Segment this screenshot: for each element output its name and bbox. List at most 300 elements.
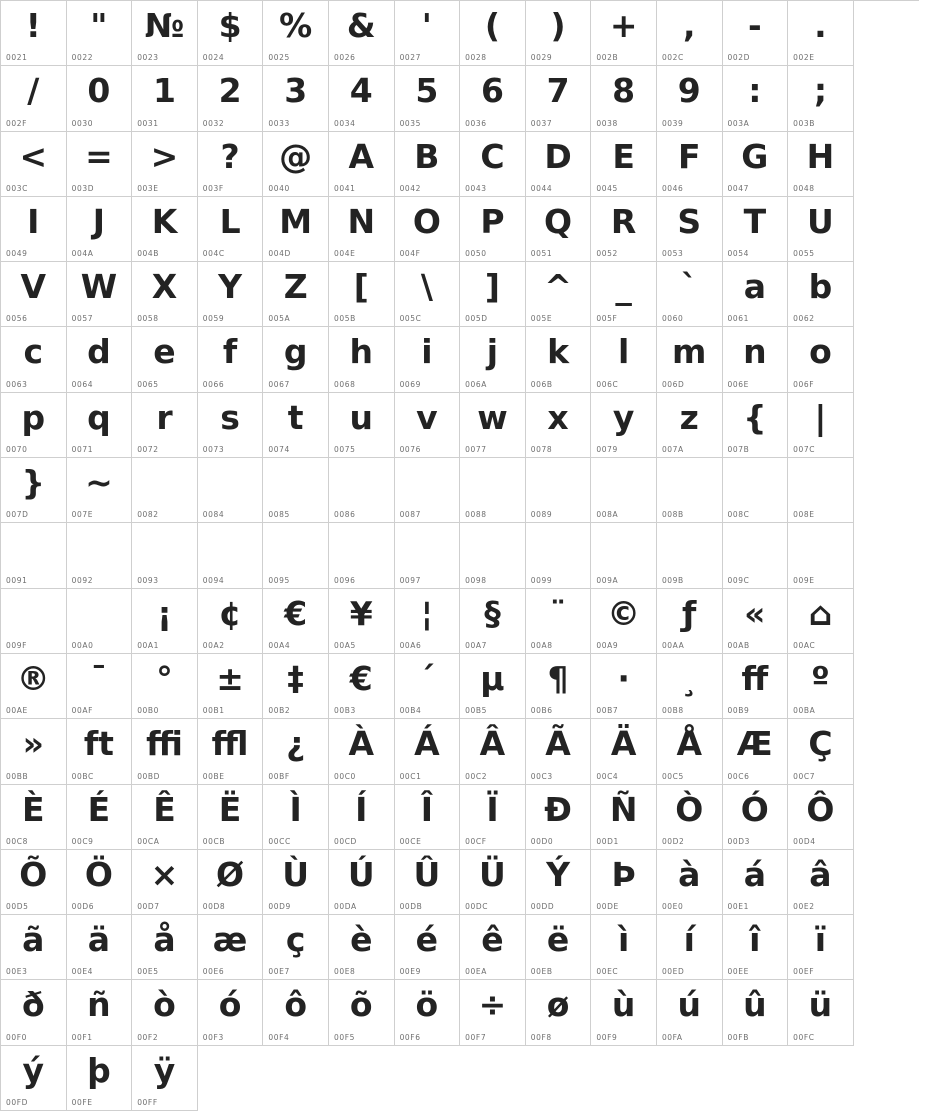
- glyph-cell[interactable]: [657, 523, 723, 588]
- glyph-cell[interactable]: [657, 589, 723, 654]
- glyph-cell[interactable]: [1, 719, 67, 784]
- glyph-cell[interactable]: [395, 132, 461, 197]
- glyph-codepoint: 002D: [727, 53, 751, 63]
- glyph-cell[interactable]: [460, 327, 526, 392]
- glyph-character: Ö: [84, 854, 113, 894]
- glyph-cell[interactable]: [329, 785, 395, 850]
- glyph-codepoint: 00F4: [268, 1032, 290, 1042]
- glyph-cell[interactable]: [198, 393, 264, 458]
- glyph-cell[interactable]: [263, 66, 329, 131]
- glyph-character: V: [20, 267, 47, 307]
- glyph-cell[interactable]: [460, 262, 526, 327]
- glyph-codepoint: 0096: [333, 575, 356, 585]
- glyph-character: y: [612, 397, 635, 437]
- glyph-cell[interactable]: [526, 915, 592, 980]
- glyph-cell[interactable]: [460, 393, 526, 458]
- glyph-character: U: [807, 201, 834, 241]
- glyph-cell[interactable]: [1, 66, 67, 131]
- glyph-cell[interactable]: [198, 915, 264, 980]
- glyph-codepoint: 0068: [333, 379, 356, 389]
- glyph-cell[interactable]: [723, 654, 789, 719]
- glyph-cell[interactable]: [263, 785, 329, 850]
- glyph-cell[interactable]: [395, 327, 461, 392]
- glyph-cell[interactable]: [1, 132, 67, 197]
- glyph-cell[interactable]: [723, 458, 789, 523]
- glyph-cell[interactable]: [198, 458, 264, 523]
- glyph-cell[interactable]: [526, 980, 592, 1045]
- glyph-codepoint: 005E: [530, 314, 553, 324]
- glyph-cell[interactable]: [591, 197, 657, 262]
- glyph-cell[interactable]: [395, 1, 461, 66]
- glyph-character: ): [550, 6, 566, 45]
- glyph-cell[interactable]: [591, 785, 657, 850]
- glyph-cell[interactable]: [329, 66, 395, 131]
- glyph-cell[interactable]: [67, 523, 133, 588]
- glyph-cell[interactable]: [591, 654, 657, 719]
- glyph-cell[interactable]: [198, 654, 264, 719]
- glyph-cell[interactable]: [67, 785, 133, 850]
- glyph-character: [788, 525, 853, 571]
- glyph-cell[interactable]: [591, 915, 657, 980]
- glyph-codepoint: 00E1: [727, 902, 749, 912]
- glyph-character: Õ: [19, 854, 48, 894]
- glyph-codepoint: 00D9: [268, 902, 291, 912]
- glyph-character: }: [21, 463, 46, 503]
- glyph-cell[interactable]: [1, 785, 67, 850]
- glyph-codepoint: 00CB: [202, 836, 226, 846]
- glyph-cell[interactable]: [723, 393, 789, 458]
- glyph-cell[interactable]: [67, 132, 133, 197]
- glyph-cell[interactable]: [1, 197, 67, 262]
- glyph-cell[interactable]: [263, 915, 329, 980]
- glyph-character: ñ: [87, 985, 111, 1025]
- glyph-codepoint: 0091: [6, 575, 28, 585]
- glyph-cell[interactable]: [526, 719, 592, 784]
- glyph-cell[interactable]: [395, 66, 461, 131]
- glyph-codepoint: 00C3: [530, 771, 553, 781]
- glyph-cell[interactable]: [329, 523, 395, 588]
- glyph-cell[interactable]: [657, 132, 723, 197]
- glyph-cell[interactable]: [132, 197, 198, 262]
- glyph-cell[interactable]: [526, 589, 592, 654]
- glyph-cell[interactable]: [395, 850, 461, 915]
- glyph-cell[interactable]: [657, 915, 723, 980]
- glyph-cell[interactable]: [723, 523, 789, 588]
- glyph-cell[interactable]: [1, 654, 67, 719]
- glyph-cell[interactable]: [132, 327, 198, 392]
- glyph-cell[interactable]: [132, 66, 198, 131]
- glyph-character: Ù: [282, 854, 310, 894]
- glyph-cell[interactable]: [788, 458, 854, 523]
- glyph-cell[interactable]: [1, 523, 67, 588]
- glyph-cell[interactable]: [67, 654, 133, 719]
- glyph-cell[interactable]: [460, 1, 526, 66]
- glyph-cell[interactable]: [788, 850, 854, 915]
- glyph-cell[interactable]: [67, 850, 133, 915]
- glyph-cell[interactable]: [526, 654, 592, 719]
- glyph-cell[interactable]: [67, 1046, 133, 1111]
- glyph-cell[interactable]: [132, 654, 198, 719]
- glyph-cell[interactable]: [329, 393, 395, 458]
- glyph-cell[interactable]: [460, 980, 526, 1045]
- glyph-character: Æ: [736, 724, 773, 764]
- glyph-cell[interactable]: [526, 850, 592, 915]
- glyph-cell[interactable]: [526, 66, 592, 131]
- glyph-cell[interactable]: [132, 523, 198, 588]
- glyph-character: Ð: [544, 789, 572, 829]
- glyph-cell[interactable]: [67, 1, 133, 66]
- glyph-cell[interactable]: [132, 1046, 198, 1111]
- glyph-cell[interactable]: [263, 980, 329, 1045]
- glyph-character: [526, 460, 591, 506]
- glyph-codepoint: 0029: [530, 53, 553, 63]
- glyph-cell[interactable]: [657, 393, 723, 458]
- glyph-codepoint: 0097: [399, 575, 422, 585]
- glyph-cell[interactable]: [788, 1, 854, 66]
- glyph-cell[interactable]: [657, 980, 723, 1045]
- glyph-cell[interactable]: [723, 1, 789, 66]
- glyph-cell[interactable]: [657, 327, 723, 392]
- glyph-character: ì: [617, 920, 630, 960]
- glyph-cell[interactable]: [198, 66, 264, 131]
- glyph-cell[interactable]: [395, 523, 461, 588]
- glyph-codepoint: 0063: [6, 379, 28, 389]
- glyph-codepoint: 00CE: [399, 836, 422, 846]
- glyph-cell[interactable]: [395, 719, 461, 784]
- glyph-cell[interactable]: [198, 589, 264, 654]
- glyph-cell[interactable]: [723, 197, 789, 262]
- glyph-character: [460, 460, 525, 506]
- glyph-cell[interactable]: [395, 915, 461, 980]
- glyph-cell[interactable]: [67, 327, 133, 392]
- glyph-cell[interactable]: [395, 980, 461, 1045]
- glyph-cell[interactable]: [198, 523, 264, 588]
- glyph-codepoint: 006F: [793, 379, 815, 389]
- glyph-cell[interactable]: [723, 132, 789, 197]
- glyph-character: Ä: [610, 724, 637, 764]
- glyph-cell[interactable]: [263, 327, 329, 392]
- glyph-cell[interactable]: [67, 262, 133, 327]
- glyph-cell[interactable]: [198, 785, 264, 850]
- glyph-character: K: [151, 201, 178, 241]
- glyph-character: Ø: [216, 854, 245, 894]
- glyph-cell[interactable]: [591, 980, 657, 1045]
- glyph-cell[interactable]: [1, 262, 67, 327]
- glyph-character: `: [680, 267, 698, 307]
- glyph-cell[interactable]: [132, 393, 198, 458]
- glyph-cell[interactable]: [788, 785, 854, 850]
- glyph-codepoint: 009E: [793, 575, 815, 585]
- glyph-cell[interactable]: [460, 132, 526, 197]
- glyph-codepoint: 00BA: [793, 706, 816, 716]
- glyph-cell[interactable]: [132, 915, 198, 980]
- glyph-cell[interactable]: [67, 589, 133, 654]
- glyph-character: k: [547, 332, 570, 372]
- glyph-cell[interactable]: [526, 327, 592, 392]
- glyph-cell[interactable]: [526, 132, 592, 197]
- glyph-cell[interactable]: [526, 262, 592, 327]
- glyph-codepoint: 0053: [661, 249, 684, 259]
- glyph-cell[interactable]: [395, 262, 461, 327]
- glyph-codepoint: 0025: [268, 53, 290, 63]
- glyph-cell[interactable]: [657, 197, 723, 262]
- glyph-character: ü: [808, 985, 833, 1025]
- glyph-cell[interactable]: [526, 1, 592, 66]
- glyph-codepoint: 0023: [137, 53, 159, 63]
- glyph-cell[interactable]: [67, 66, 133, 131]
- glyph-character: Ï: [486, 789, 499, 829]
- glyph-cell[interactable]: [591, 458, 657, 523]
- glyph-codepoint: 00EA: [465, 967, 487, 977]
- glyph-character: Ò: [675, 789, 704, 829]
- glyph-cell[interactable]: [526, 197, 592, 262]
- glyph-codepoint: 0084: [202, 510, 225, 520]
- glyph-cell[interactable]: [263, 132, 329, 197]
- glyph-cell[interactable]: [1, 1, 67, 66]
- glyph-cell[interactable]: [67, 980, 133, 1045]
- glyph-cell[interactable]: [788, 654, 854, 719]
- glyph-cell[interactable]: [1, 980, 67, 1045]
- glyph-cell[interactable]: [395, 393, 461, 458]
- glyph-cell[interactable]: [132, 785, 198, 850]
- glyph-cell[interactable]: [460, 458, 526, 523]
- glyph-cell[interactable]: [526, 458, 592, 523]
- glyph-cell[interactable]: [657, 66, 723, 131]
- glyph-cell[interactable]: [788, 327, 854, 392]
- glyph-cell[interactable]: [723, 262, 789, 327]
- glyph-cell[interactable]: [723, 719, 789, 784]
- glyph-character: @: [279, 136, 313, 176]
- glyph-cell[interactable]: [395, 589, 461, 654]
- glyph-cell[interactable]: [460, 785, 526, 850]
- glyph-cell[interactable]: [263, 197, 329, 262]
- glyph-cell[interactable]: [657, 719, 723, 784]
- glyph-cell[interactable]: [198, 1, 264, 66]
- glyph-cell[interactable]: [263, 1, 329, 66]
- glyph-cell[interactable]: [198, 850, 264, 915]
- glyph-cell[interactable]: [460, 850, 526, 915]
- glyph-cell[interactable]: [395, 458, 461, 523]
- glyph-codepoint: 00C7: [793, 771, 816, 781]
- glyph-cell[interactable]: [1, 850, 67, 915]
- glyph-cell[interactable]: [132, 262, 198, 327]
- glyph-cell[interactable]: [788, 132, 854, 197]
- glyph-codepoint: 003C: [6, 183, 28, 193]
- glyph-cell[interactable]: [132, 980, 198, 1045]
- glyph-cell[interactable]: [67, 197, 133, 262]
- glyph-cell[interactable]: [1, 393, 67, 458]
- glyph-cell[interactable]: [526, 393, 592, 458]
- glyph-codepoint: 009C: [727, 575, 750, 585]
- glyph-codepoint: 004F: [399, 249, 421, 259]
- glyph-cell[interactable]: [657, 850, 723, 915]
- glyph-cell[interactable]: [132, 458, 198, 523]
- glyph-cell[interactable]: [263, 654, 329, 719]
- glyph-cell[interactable]: [460, 197, 526, 262]
- glyph-cell[interactable]: [263, 393, 329, 458]
- glyph-codepoint: 004B: [137, 249, 160, 259]
- glyph-cell[interactable]: [67, 458, 133, 523]
- glyph-character: ±: [216, 658, 244, 698]
- glyph-cell[interactable]: [198, 327, 264, 392]
- glyph-character: <: [19, 136, 48, 176]
- glyph-cell[interactable]: [329, 197, 395, 262]
- glyph-cell[interactable]: [263, 850, 329, 915]
- glyph-cell[interactable]: [723, 327, 789, 392]
- glyph-cell[interactable]: [591, 132, 657, 197]
- glyph-character: ¶: [547, 658, 569, 698]
- glyph-codepoint: 0051: [530, 249, 553, 259]
- glyph-cell[interactable]: [329, 980, 395, 1045]
- glyph-character: ': [421, 6, 432, 45]
- glyph-cell[interactable]: [460, 523, 526, 588]
- glyph-cell[interactable]: [460, 654, 526, 719]
- glyph-cell[interactable]: [788, 915, 854, 980]
- glyph-cell[interactable]: [329, 458, 395, 523]
- glyph-cell[interactable]: [329, 589, 395, 654]
- glyph-cell[interactable]: [329, 719, 395, 784]
- glyph-cell[interactable]: [591, 719, 657, 784]
- glyph-cell[interactable]: [788, 66, 854, 131]
- glyph-cell[interactable]: [591, 66, 657, 131]
- glyph-codepoint: 00E7: [268, 967, 290, 977]
- glyph-cell[interactable]: [67, 393, 133, 458]
- glyph-cell[interactable]: [657, 654, 723, 719]
- glyph-cell[interactable]: [591, 523, 657, 588]
- glyph-codepoint: 005C: [399, 314, 422, 324]
- glyph-cell[interactable]: [263, 589, 329, 654]
- glyph-cell[interactable]: [788, 719, 854, 784]
- glyph-codepoint: 00E3: [6, 967, 28, 977]
- glyph-codepoint: 00F3: [202, 1032, 224, 1042]
- glyph-cell[interactable]: [657, 1, 723, 66]
- glyph-cell[interactable]: [788, 393, 854, 458]
- glyph-cell[interactable]: [132, 719, 198, 784]
- glyph-codepoint: 00F2: [137, 1032, 159, 1042]
- glyph-cell[interactable]: [198, 262, 264, 327]
- glyph-cell[interactable]: [591, 262, 657, 327]
- glyph-character: ·: [617, 658, 630, 698]
- glyph-character: ö: [415, 985, 439, 1025]
- glyph-cell[interactable]: [198, 197, 264, 262]
- glyph-cell[interactable]: [329, 654, 395, 719]
- glyph-cell[interactable]: [329, 850, 395, 915]
- glyph-codepoint: 00B1: [202, 706, 225, 716]
- glyph-cell[interactable]: [460, 66, 526, 131]
- glyph-cell[interactable]: [723, 980, 789, 1045]
- glyph-cell[interactable]: [198, 719, 264, 784]
- glyph-cell[interactable]: [263, 458, 329, 523]
- glyph-cell[interactable]: [526, 523, 592, 588]
- glyph-character: [723, 525, 788, 571]
- glyph-cell[interactable]: [788, 262, 854, 327]
- glyph-cell[interactable]: [788, 523, 854, 588]
- glyph-cell[interactable]: [723, 66, 789, 131]
- glyph-cell[interactable]: [591, 327, 657, 392]
- glyph-character: Â: [479, 724, 506, 764]
- glyph-cell[interactable]: [132, 850, 198, 915]
- glyph-character: [263, 525, 328, 571]
- glyph-cell[interactable]: [263, 719, 329, 784]
- glyph-cell[interactable]: [723, 589, 789, 654]
- glyph-cell[interactable]: [263, 262, 329, 327]
- glyph-cell[interactable]: [198, 980, 264, 1045]
- glyph-cell[interactable]: [657, 262, 723, 327]
- glyph-cell[interactable]: [1, 458, 67, 523]
- glyph-character: í: [683, 920, 695, 960]
- glyph-cell[interactable]: [329, 262, 395, 327]
- glyph-codepoint: 008E: [793, 510, 815, 520]
- glyph-cell[interactable]: [132, 589, 198, 654]
- glyph-character: ~: [85, 463, 113, 503]
- glyph-cell[interactable]: [395, 197, 461, 262]
- glyph-cell[interactable]: [460, 719, 526, 784]
- glyph-cell[interactable]: [263, 523, 329, 588]
- glyph-cell[interactable]: [329, 915, 395, 980]
- glyph-codepoint: 00F6: [399, 1032, 421, 1042]
- glyph-character: ï: [814, 920, 827, 960]
- glyph-cell[interactable]: [1, 327, 67, 392]
- glyph-character: Í: [355, 789, 368, 829]
- glyph-cell[interactable]: [460, 915, 526, 980]
- glyph-cell[interactable]: [395, 785, 461, 850]
- glyph-cell[interactable]: [67, 719, 133, 784]
- glyph-codepoint: 00C4: [596, 771, 619, 781]
- glyph-cell[interactable]: [198, 132, 264, 197]
- glyph-character: È: [22, 789, 45, 829]
- glyph-cell[interactable]: [788, 197, 854, 262]
- glyph-cell[interactable]: [132, 132, 198, 197]
- glyph-cell[interactable]: [132, 1, 198, 66]
- glyph-cell[interactable]: [591, 393, 657, 458]
- glyph-codepoint: 0031: [137, 118, 159, 128]
- glyph-codepoint: 00A8: [530, 640, 553, 650]
- glyph-character: /: [27, 71, 40, 111]
- glyph-codepoint: 0073: [202, 445, 225, 455]
- glyph-cell[interactable]: [329, 1, 395, 66]
- glyph-cell[interactable]: [67, 915, 133, 980]
- glyph-cell[interactable]: [788, 980, 854, 1045]
- glyph-cell[interactable]: [591, 589, 657, 654]
- glyph-cell[interactable]: [788, 589, 854, 654]
- glyph-cell[interactable]: [329, 132, 395, 197]
- glyph-codepoint: 002B: [596, 53, 619, 63]
- glyph-codepoint: 006A: [465, 379, 488, 389]
- glyph-cell[interactable]: [395, 654, 461, 719]
- glyph-cell[interactable]: [1, 915, 67, 980]
- glyph-codepoint: 0032: [202, 118, 225, 128]
- glyph-cell[interactable]: [723, 785, 789, 850]
- glyph-cell[interactable]: [526, 785, 592, 850]
- glyph-character: [67, 591, 132, 637]
- glyph-cell[interactable]: [329, 327, 395, 392]
- glyph-character: ‡: [287, 658, 304, 698]
- glyph-cell[interactable]: [657, 785, 723, 850]
- glyph-cell[interactable]: [591, 1, 657, 66]
- glyph-cell[interactable]: [657, 458, 723, 523]
- glyph-cell[interactable]: [723, 850, 789, 915]
- glyph-cell[interactable]: [460, 589, 526, 654]
- glyph-cell[interactable]: [1, 589, 67, 654]
- glyph-character: P: [480, 201, 505, 241]
- glyph-codepoint: 0064: [71, 379, 94, 389]
- glyph-cell[interactable]: [591, 850, 657, 915]
- glyph-codepoint: 00A7: [465, 640, 488, 650]
- glyph-codepoint: 0072: [137, 445, 159, 455]
- glyph-character: [591, 525, 656, 571]
- glyph-cell[interactable]: [1, 1046, 67, 1111]
- glyph-cell[interactable]: [723, 915, 789, 980]
